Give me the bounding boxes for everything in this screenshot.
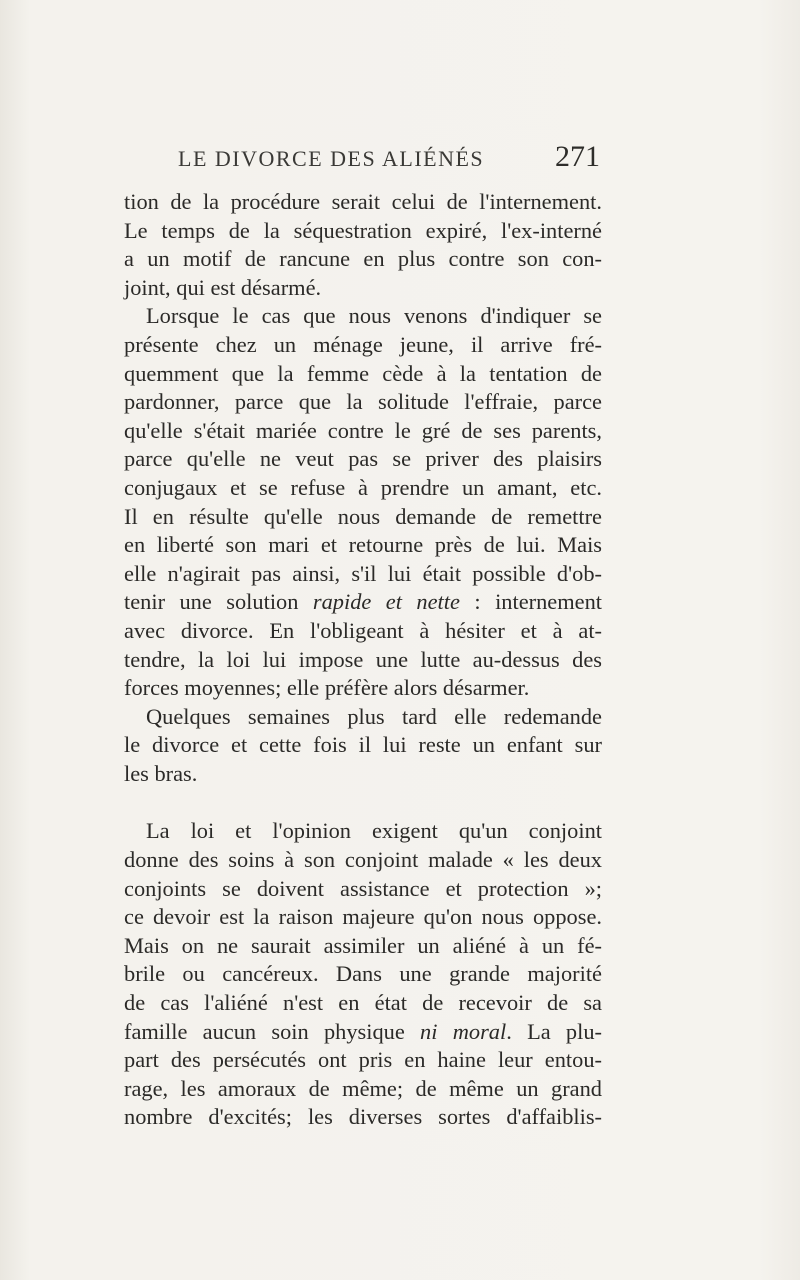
text-line: Il en résulte qu'elle nous demande de remettre bbox=[124, 503, 602, 529]
paragraph bbox=[124, 817, 602, 1132]
text-line: tion de la procédure serait celui de l'internement. bbox=[124, 189, 602, 214]
text-line: joint, qui est désarmé. bbox=[124, 274, 322, 300]
text-line: Le temps de la séquestration expiré, l'ex-interné bbox=[124, 217, 602, 243]
text-line: donne des soins à son conjoint malade « les deux bbox=[124, 847, 602, 873]
text-line: tendre, la loi lui impose une lutte au-dessus des bbox=[124, 646, 602, 672]
paragraph bbox=[124, 302, 602, 702]
text-line: La loi et l'opinion exigent qu'un conjoint bbox=[146, 818, 602, 844]
text-line: qu'elle s'était mariée contre le gré de ses parents, bbox=[124, 417, 602, 443]
text-line: conjugaux et se refuse à prendre un amant, etc. bbox=[124, 474, 602, 500]
text-line: part des persécutés ont pris en haine leur entou- bbox=[124, 1047, 602, 1073]
text-line: Quelques semaines plus tard elle redemande bbox=[146, 703, 602, 729]
text-line-mixed bbox=[124, 1018, 602, 1047]
text-run: . La plu- bbox=[506, 1018, 602, 1044]
text-line: de cas l'aliéné n'est en état de recevoir de sa bbox=[124, 990, 602, 1016]
text-line: ce devoir est la raison majeure qu'on nous oppose. bbox=[124, 904, 602, 930]
text-line: a un motif de rancune en plus contre son con- bbox=[124, 246, 602, 272]
body-text bbox=[124, 188, 602, 1132]
paragraph bbox=[124, 703, 602, 789]
text-line: quemment que la femme cède à la tentation de bbox=[124, 360, 602, 386]
text-run: tenir une solution bbox=[124, 589, 313, 615]
text-run: : internement bbox=[459, 589, 603, 615]
running-head: LE DIVORCE DES ALIÉNÉS bbox=[178, 146, 485, 171]
text-line: parce qu'elle ne veut pas se priver des plaisirs bbox=[124, 446, 602, 472]
page-number: 271 bbox=[555, 140, 600, 173]
text-line: conjoints se doivent assistance et protection »; bbox=[124, 875, 602, 901]
text-line: avec divorce. En l'obligeant à hésiter et à at- bbox=[124, 617, 602, 643]
text-line: Lorsque le cas que nous venons d'indiquer se bbox=[146, 303, 602, 329]
text-line: forces moyennes; elle préfère alors désarmer. bbox=[124, 675, 530, 701]
text-line: présente chez un ménage jeune, il arrive fré- bbox=[124, 331, 602, 357]
text-line: pardonner, parce que la solitude l'effraie, parce bbox=[124, 389, 602, 415]
italic-run: ni moral bbox=[420, 1018, 507, 1044]
text-line: elle n'agirait pas ainsi, s'il lui était possible d'ob- bbox=[124, 560, 602, 586]
text-line: Mais on ne saurait assimiler un aliéné à un fé- bbox=[124, 932, 602, 958]
text-run: famille aucun soin physique bbox=[124, 1018, 421, 1044]
text-line: le divorce et cette fois il lui reste un enfant sur bbox=[124, 732, 602, 758]
text-line: les bras. bbox=[124, 760, 198, 786]
paragraph bbox=[124, 188, 602, 302]
text-line: nombre d'excités; les diverses sortes d'affaiblis- bbox=[124, 1104, 602, 1130]
text-line: en liberté son mari et retourne près de lui. Mais bbox=[124, 532, 602, 558]
page-header bbox=[125, 138, 600, 178]
italic-run: rapide et nette bbox=[312, 589, 460, 615]
text-line-mixed bbox=[124, 588, 602, 617]
paragraph-gap bbox=[124, 788, 602, 817]
text-line: brile ou cancéreux. Dans une grande majorité bbox=[124, 961, 602, 987]
text-line: rage, les amoraux de même; de même un grand bbox=[124, 1075, 602, 1101]
